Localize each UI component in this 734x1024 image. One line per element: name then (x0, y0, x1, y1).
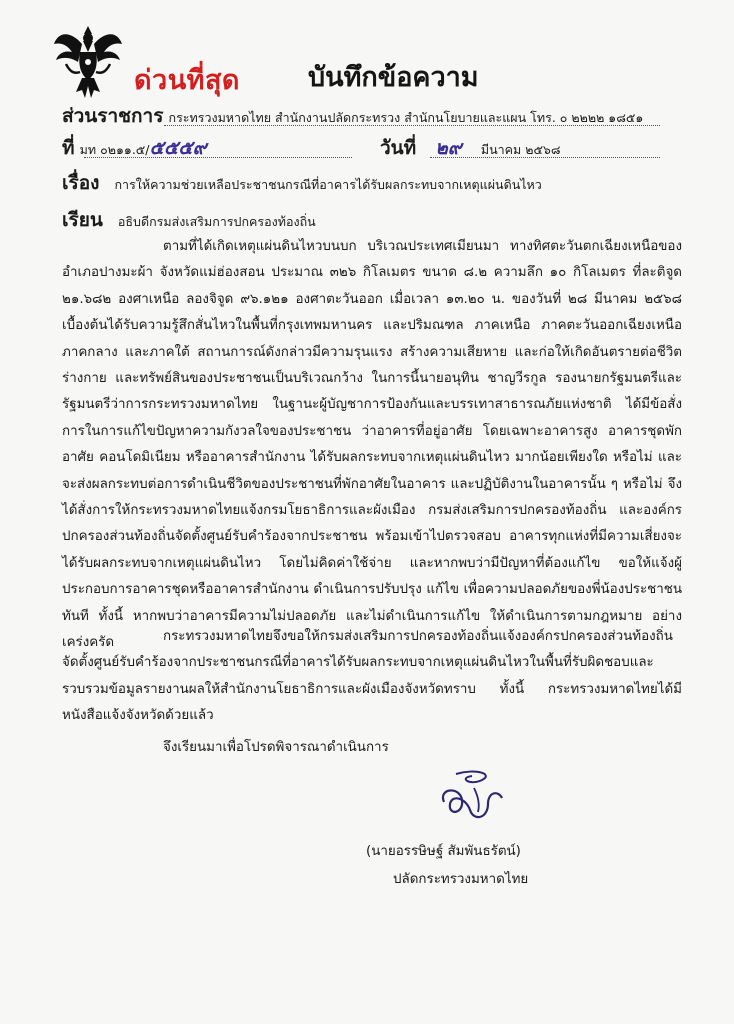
date-day: ๒๙ (435, 137, 462, 159)
addressee-line (62, 205, 316, 235)
garuda-emblem-icon (52, 22, 124, 100)
signer-name: (นายอรรษิษฐ์ สัมพันธรัตน์) (366, 844, 521, 859)
reference-label: ที่ (62, 137, 75, 159)
date-dotted-line (430, 156, 660, 158)
agency-label: ส่วนราชการ (62, 105, 164, 127)
reference-line (62, 133, 207, 163)
reference-number: ๕๕๕๙ (149, 137, 207, 159)
closing-text: จึงเรียนมาเพื่อโปรดพิจารณาดำเนินการ (163, 740, 389, 755)
urgency-stamp: ด่วนที่สุด (134, 65, 240, 96)
date-line (380, 133, 561, 163)
handwritten-signature (436, 768, 510, 830)
reference-dotted-line (84, 156, 352, 158)
document-title: บันทึกข้อความ (308, 62, 479, 93)
subject-value: การให้ความช่วยเหลือประชาชนกรณีที่อาคารได้รับผลกระทบจากเหตุแผ่นดินไหว (114, 177, 542, 192)
reference-prefix: มท ๐๒๑๑.๕/ (79, 142, 150, 157)
body-paragraph-1: ตามที่ได้เกิดเหตุแผ่นดินไหวบนบก บริเวณประเทศเมียนมา ทางทิศตะวันตกเฉียงเหนือของ อำเภอปางมะผ้า จังหวัดแม่ฮ่องสอน ประมาณ ๓๒๖ กิโลเมตร ขนาด ๘.๒ ความลึก ๑๐ กิโลเมตร ที่ละติจูด ๒๑.๖๘๒ องศาเหนือ ลองจิจูด ๙๖.๑๒๑ องศาตะวันออก เมื่อเวลา ๑๓.๒๐ น. ของวันที่ ๒๘ มีนาคม ๒๕๖๘ เบื้องต้นได้รับความรู้สึกสั่นไหวในพื้นที่กรุงเทพมหานคร และปริมณฑล ภาคเหนือ ภาคตะวันออกเฉียงเหนือ ภาคกลาง และภาคใต้ สถานการณ์ดังกล่าวมีความรุนแรง สร้างความเสียหาย และก่อให้เกิดอันตรายต่อชีวิต ร่างกาย และทรัพย์สินของประชาชนเป็นบริเวณกว้าง ในการนี้นายอนุทิน ชาญวีรกูล รองนายกรัฐมนตรีและรัฐมนตรีว่าการกระทรวงมหาดไทย ในฐานะผู้บัญชาการป้องกันและบรรเทาสาธารณภัยแห่งชาติ ได้มีข้อสั่งการในการแก้ไขปัญหาความกังวลใจของประชาชน ว่าอาคารที่อยู่อาศัย โดยเฉพาะอาคารสูง อาคารชุดพักอาศัย คอนโดมิเนียม หรืออาคารสำนักงาน ได้รับผลกระทบจากเหตุแผ่นดินไหว มากน้อยเพียงใด หรือไม่ และจะส่งผลกระทบต่อการดำเนินชีวิตของประชาชนที่พักอาศัยในอาคาร และปฏิบัติงานในอาคารนั้น ๆ หรือไม่ จึงได้สั่งการให้กระทรวงมหาดไทยแจ้งกรมโยธาธิการและผังเมือง กรมส่งเสริมการปกครองท้องถิ่น และองค์กรปกครองส่วนท้องถิ่นจัดตั้งศูนย์รับคำร้องจากประชาชน พร้อมเข้าไปตรวจสอบ อาคารทุกแห่งที่มีความเสี่ยงจะได้รับผลกระทบจากเหตุแผ่นดินไหว โดยไม่คิดค่าใช้จ่าย และหากพบว่ามีปัญหาที่ต้องแก้ไข ขอให้แจ้งผู้ประกอบการอาคารชุดหรืออาคารสำนักงาน ดำเนินการปรับปรุง แก้ไข เพื่อความปลอดภัยของพี่น้องประชาชนทันที ทั้งนี้ หากพบว่าอาคารมีความไม่ปลอดภัย และไม่ดำเนินการแก้ไข ให้ดำเนินการตามกฎหมาย อย่างเคร่งครัด (62, 239, 682, 651)
subject-line (62, 168, 542, 198)
agency-line (62, 101, 643, 131)
date-month-year: มีนาคม ๒๕๖๘ (480, 142, 561, 157)
agency-value: กระทรวงมหาดไทย สำนักงานปลัดกระทรวง สำนักนโยบายและแผน โทร. ๐ ๒๒๒๒ ๑๘๕๑ (168, 110, 644, 125)
body-paragraph-2: กระทรวงมหาดไทยจึงขอให้กรมส่งเสริมการปกครองท้องถิ่นแจ้งองค์กรปกครองส่วนท้องถิ่นจัดตั้งศูนย์รับคำร้องจากประชาชนกรณีที่อาคารได้รับผลกระทบจากเหตุแผ่นดินไหวในพื้นที่รับผิดชอบและรวบรวมข้อมูลรายงานผลให้สำนักงานโยธาธิการและผังเมืองจังหวัดทราบ ทั้งนี้ กระทรวงมหาดไทยได้มีหนังสือแจ้งจังหวัดด้วยแล้ว (62, 629, 682, 724)
addressee-label: เรียน (62, 209, 103, 231)
signer-position: ปลัดกระทรวงมหาดไทย (393, 872, 529, 887)
date-label: วันที่ (380, 137, 417, 159)
agency-dotted-line (164, 124, 660, 126)
addressee-value: อธิบดีกรมส่งเสริมการปกครองท้องถิ่น (117, 214, 316, 229)
subject-label: เรื่อง (62, 172, 100, 194)
